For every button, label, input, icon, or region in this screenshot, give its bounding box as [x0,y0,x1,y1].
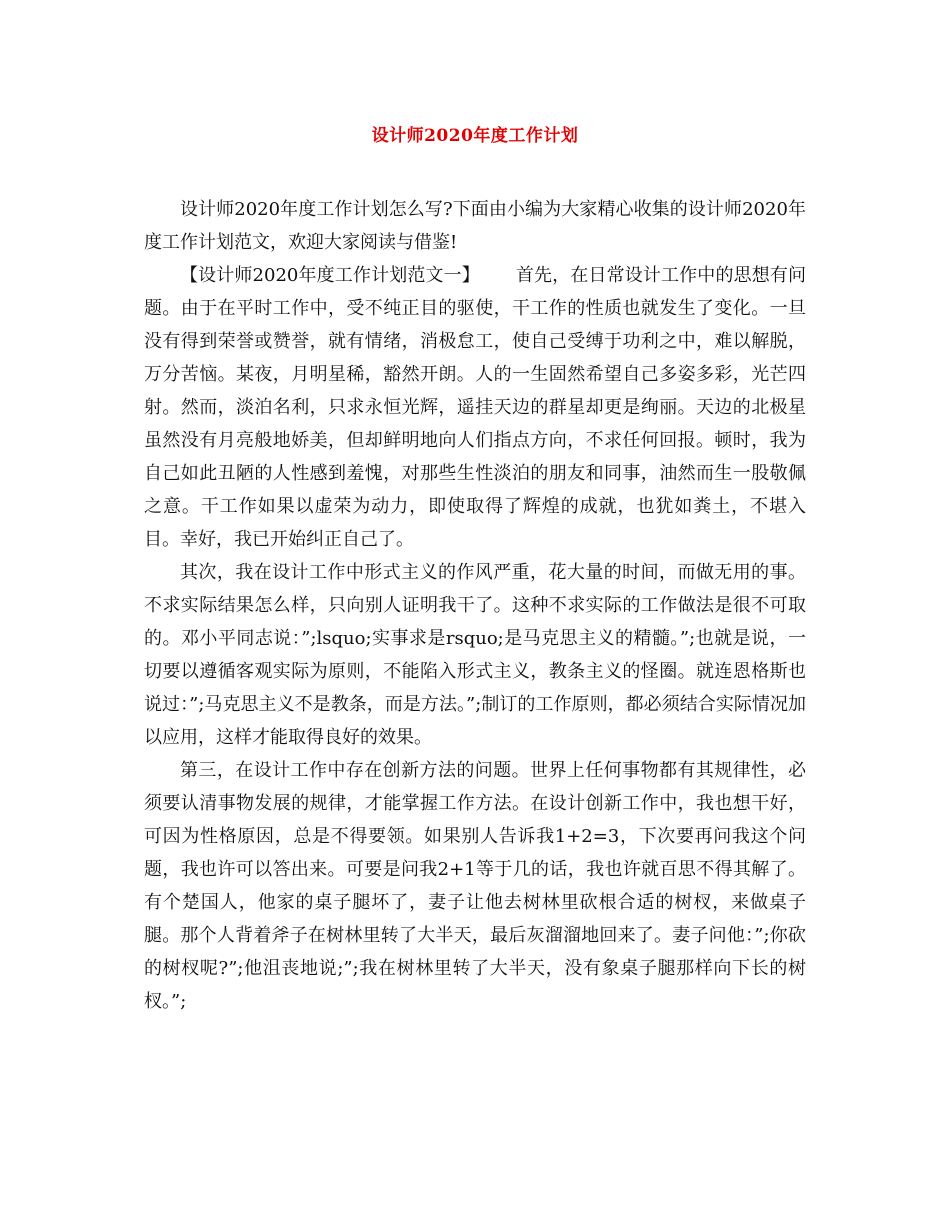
document-title: 设计师2020年度工作计划 [371,126,579,146]
section-one-paragraph [144,259,806,556]
document-body [144,193,806,1018]
paragraph-3: 第三，在设计工作中存在创新方法的问题。世界上任何事物都有其规律性，必须要认清事物发展的规律，才能掌握工作方法。在设计创新工作中，我也想干好，可因为性格原因，总是不得要领。如果别人告诉我1+2=3，下次要再问我这个问题，我也许可以答出来。可要是问我2+1等于几的话，我也许就百思不得其解了。有个楚国人，他家的桌子腿坏了，妻子让他去树林里砍根合适的树杈，来做桌子腿。那个人背着斧子在树林里转了大半天，最后灰溜溜地回来了。妻子问他：”;你砍的树杈呢?”;他沮丧地说;”;我在树林里转了大半天，没有象桌子腿那样向下长的树杈。”; [144,760,806,1012]
paragraph-2: 其次，我在设计工作中形式主义的作风严重，花大量的时间，而做无用的事。不求实际结果怎么样，只向别人证明我干了。这种不求实际的工作做法是很不可取的。邓小平同志说：”;lsquo;实事求是rsquo;是马克思主义的精髓。”;也就是说，一切要以遵循客观实际为原则，不能陷入形式主义，教条主义的怪圈。就连恩格斯也说过：”;马克思主义不是教条，而是方法。”;制订的工作原则，都必须结合实际情况加以应用，这样才能取得良好的效果。 [144,562,806,748]
paragraph-1-text: 首先，在日常设计工作中的思想有问题。由于在平时工作中，受不纯正目的驱使，干工作的性质也就发生了变化。一旦没有得到荣誉或赞誉，就有情绪，消极怠工，使自己受缚于功利之中，难以解脱，万分苦恼。某夜，月明星稀，豁然开朗。人的一生固然希望自己多姿多彩，光芒四射。然而，淡泊名利，只求永恒光辉，遥挂天边的群星却更是绚丽。天边的北极星虽然没有月亮般地娇美，但却鲜明地向人们指点方向，不求任何回报。顿时，我为自己如此丑陋的人性感到羞愧，对那些生性淡泊的朋友和同事，油然而生一股敬佩之意。干工作如果以虚荣为动力，即使取得了辉煌的成就，也犹如粪土，不堪入目。幸好，我已开始纠正自己了。 [144,265,806,550]
intro-paragraph: 设计师2020年度工作计划怎么写?下面由小编为大家精心收集的设计师2020年度工作计划范文，欢迎大家阅读与借鉴! [144,199,806,253]
section-heading: 【设计师2020年度工作计划范文一】 [180,265,480,286]
